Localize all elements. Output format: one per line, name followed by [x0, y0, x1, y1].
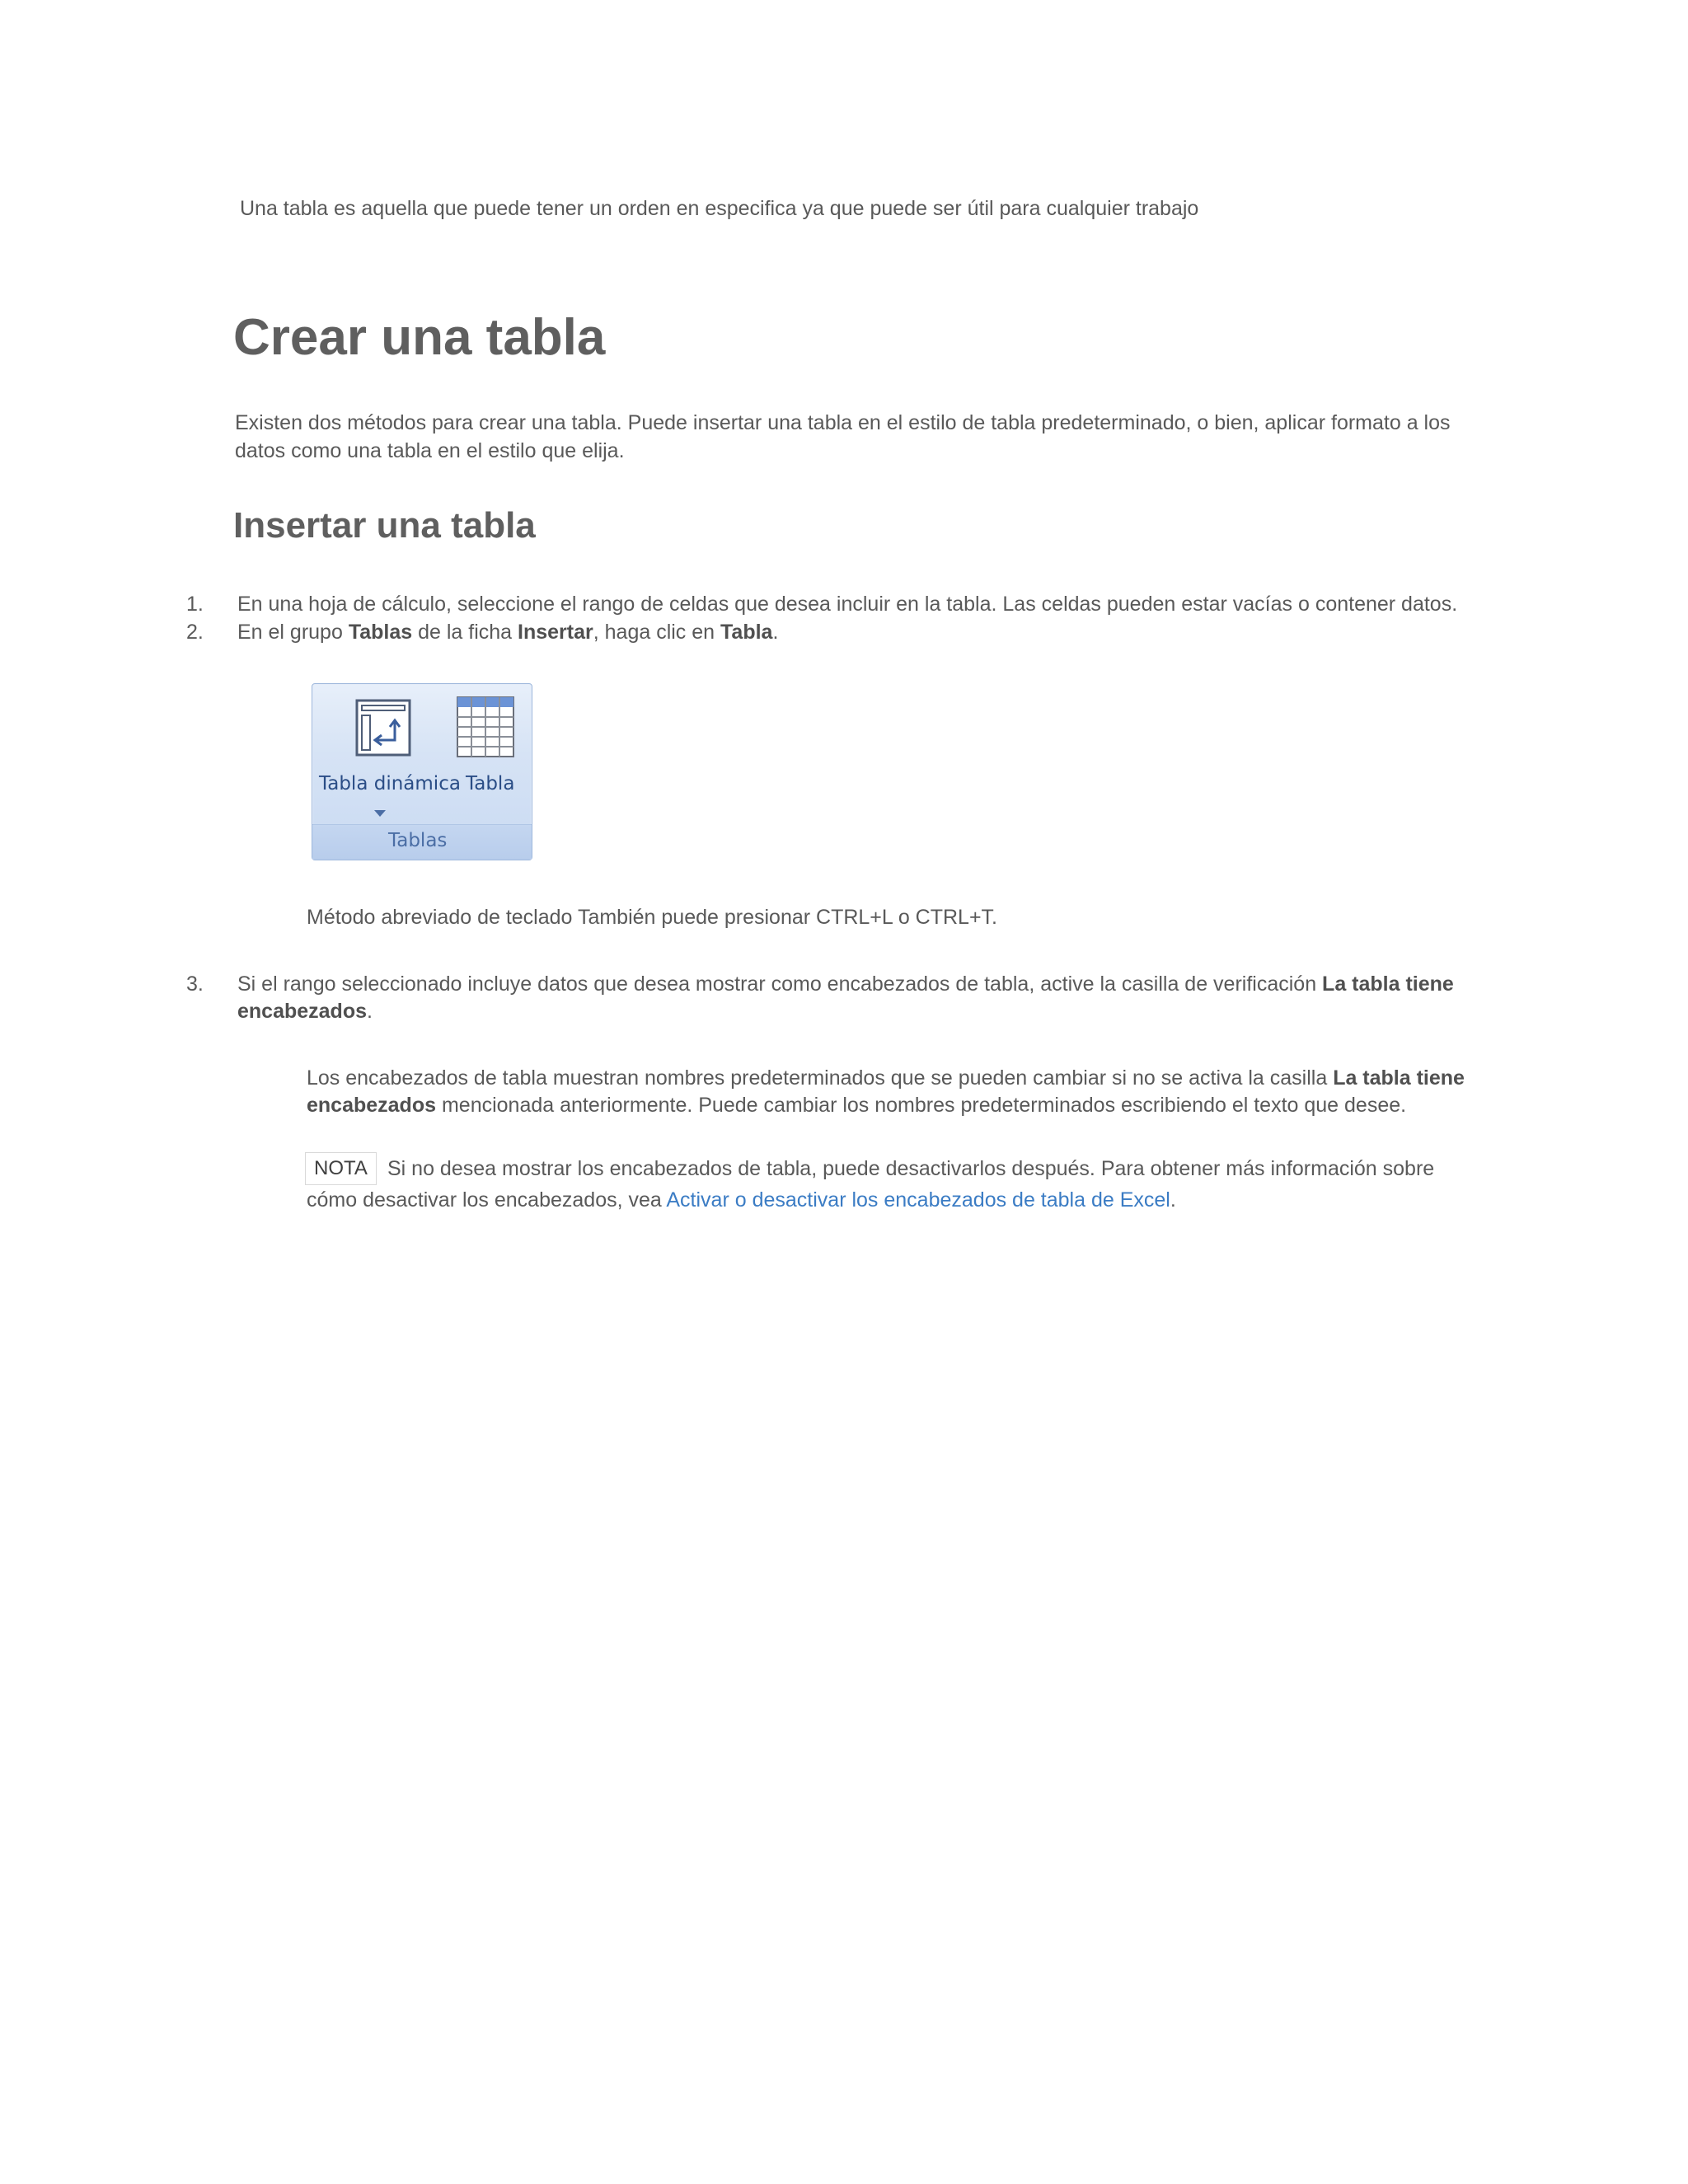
- intro-paragraph: [235, 409, 1451, 465]
- headers-note-text: mencionada anteriormente. Puede cambiar los nombres predeterminados escribiendo el texto que desee.: [436, 1094, 1407, 1117]
- headers-note-line1: [307, 1064, 1465, 1092]
- step-2-part: , haga clic en: [593, 621, 721, 644]
- nota-line2: [307, 1186, 1176, 1214]
- step-2-bold-insertar: Insertar: [518, 621, 593, 644]
- table-label: Tabla: [466, 773, 515, 794]
- heading-crear-tabla: Crear una tabla: [233, 309, 606, 366]
- pivot-table-label: Tabla dinámica: [319, 773, 461, 794]
- dropdown-arrow-icon[interactable]: [374, 806, 386, 821]
- headers-note-bold: La tabla tiene: [1333, 1066, 1465, 1090]
- ribbon-tablas-group: [312, 683, 532, 860]
- heading-insertar-tabla: Insertar una tabla: [233, 505, 536, 546]
- nota-text: cómo desactivar los encabezados, vea: [307, 1188, 667, 1212]
- step-1-text: En una hoja de cálculo, seleccione el rango de celdas que desea incluir en la tabla. Las celdas pueden estar vacías o contener datos.: [237, 593, 1458, 616]
- step-2-part: En el grupo: [237, 621, 349, 644]
- headers-note-bold: encabezados: [307, 1094, 437, 1117]
- pivot-table-button[interactable]: [355, 699, 411, 757]
- nota-text-end: .: [1170, 1188, 1176, 1212]
- step-3-bold: La tabla tiene: [1322, 972, 1454, 996]
- step-3-line1: [237, 970, 1454, 998]
- step-number: 3.: [186, 972, 204, 996]
- headers-note-text: Los encabezados de tabla muestran nombres predeterminados que se pueden cambiar si no se activa la casilla: [307, 1066, 1334, 1090]
- excel-headers-link[interactable]: Activar o desactivar los encabezados de tabla de Excel: [666, 1188, 1170, 1212]
- step-3-text: .: [367, 1000, 373, 1023]
- step-2-part: .: [772, 621, 779, 644]
- pivot-table-icon: [355, 699, 411, 757]
- step-number: 1.: [186, 593, 204, 616]
- shortcut-text: Método abreviado de teclado También puede presionar CTRL+L o CTRL+T.: [307, 906, 998, 929]
- step-3-bold: encabezados: [237, 1000, 368, 1023]
- step-number: 2.: [186, 621, 204, 644]
- intro-text: Una tabla es aquella que puede tener un orden en especifica ya que puede ser útil para cualquier trabajo: [240, 197, 1199, 220]
- table-grid-icon: [456, 696, 515, 758]
- nota-line1: Si no desea mostrar los encabezados de tabla, puede desactivarlos después. Para obtener más información sobre: [387, 1157, 1435, 1180]
- table-button[interactable]: [456, 696, 515, 758]
- step-2-bold-tabla: Tabla: [720, 621, 773, 644]
- intro-paragraph-line2: datos como una tabla en el estilo que elija.: [235, 439, 625, 462]
- step-3-line2: [237, 997, 373, 1025]
- step-2-part: de la ficha: [412, 621, 518, 644]
- intro-paragraph-line1: Existen dos métodos para crear una tabla. Puede insertar una tabla en el estilo de tabla predeterminado, o bien, aplicar formato a los: [235, 411, 1451, 434]
- ribbon-group-label-bar: [312, 824, 532, 860]
- ribbon-group-label: Tablas: [388, 830, 448, 851]
- step-3-text: Si el rango seleccionado incluye datos que desea mostrar como encabezados de tabla, active la casilla de verificación: [237, 972, 1323, 996]
- headers-note-line2: [307, 1091, 1406, 1119]
- step-2-bold-tablas: Tablas: [348, 621, 413, 644]
- step-2-text: [237, 618, 778, 646]
- nota-badge: NOTA: [305, 1152, 377, 1185]
